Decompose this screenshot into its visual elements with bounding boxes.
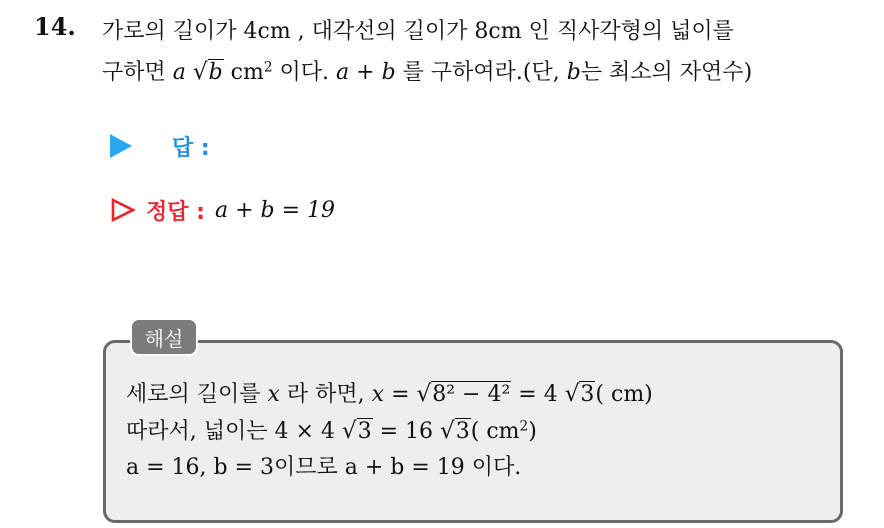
variable-x-2: x	[371, 382, 385, 407]
exponent-2: 2	[263, 59, 273, 76]
question-line-2-text-4: 는 최소의 자연수)	[580, 60, 753, 85]
explanation-line-1-text: 세로의 길이를	[126, 382, 268, 407]
radicand-b: b	[208, 60, 223, 85]
explanation-line-1-text-3: = 4	[511, 382, 558, 407]
answer-label: 답 :	[172, 135, 210, 161]
sqrt-3-c	[440, 413, 471, 450]
variable-a: a	[172, 60, 186, 85]
explanation-line-2-text-2: = 16	[372, 419, 434, 444]
variable-x: x	[267, 382, 280, 407]
outline-triangle-icon	[110, 197, 136, 223]
correct-answer-row	[110, 190, 335, 230]
radical-sign-icon: √	[564, 381, 580, 407]
explanation-line-2-text-3: ( cm	[470, 419, 520, 444]
correct-answer-value: a + b = 19	[214, 197, 336, 223]
correct-answer-label: 정답 :	[146, 199, 205, 225]
explanation-line-3: a = 16, b = 3이므로 a + b = 19 이다.	[126, 455, 522, 480]
sum-expression: a + b	[336, 60, 396, 85]
radicand-3-b: 3	[357, 419, 372, 444]
radicand-3: 3	[580, 382, 595, 407]
question-text	[102, 12, 872, 93]
variable-b: b	[566, 60, 581, 85]
radicand-expression: 8² − 4²	[432, 382, 511, 407]
radical-sign-icon: √	[341, 418, 357, 444]
question-number: 14.	[34, 12, 76, 41]
unit-cm: cm	[223, 60, 264, 85]
sqrt-3	[565, 376, 596, 413]
explanation-line-2	[126, 413, 653, 450]
radicand-3-c: 3	[455, 419, 470, 444]
sqrt-3-b	[342, 413, 373, 450]
answer-row	[110, 126, 210, 166]
question-line-2	[102, 52, 872, 93]
unit-cm-text: ( cm)	[595, 382, 653, 407]
explanation-line-2-text: 따라서, 넓이는 4 × 4	[126, 419, 335, 444]
explanation-line-1-text-2: 라 하면,	[279, 382, 372, 407]
explanation-line-2-text-4: )	[528, 419, 537, 444]
radical-sign-icon: √	[440, 418, 455, 444]
question-line-2-text: 구하면	[102, 60, 173, 85]
explanation-content	[126, 376, 653, 486]
equals-sign: =	[384, 382, 417, 407]
sqrt-b	[193, 52, 224, 93]
sqrt-expression	[417, 376, 512, 413]
question-line-2-text-2: 이다.	[272, 60, 337, 85]
radical-sign-icon: √	[416, 381, 432, 407]
explanation-tag: 해설	[130, 318, 198, 356]
explanation-line-1	[126, 376, 653, 413]
radical-sign-icon: √	[192, 59, 208, 85]
play-triangle-icon	[110, 134, 132, 158]
question-line-2-text-3: 를 구하여라.(단,	[395, 60, 567, 85]
exponent-2: 2	[519, 418, 529, 435]
question-line-1: 가로의 길이가 4cm , 대각선의 길이가 8cm 인 직사각형의 넓이를	[102, 19, 734, 44]
